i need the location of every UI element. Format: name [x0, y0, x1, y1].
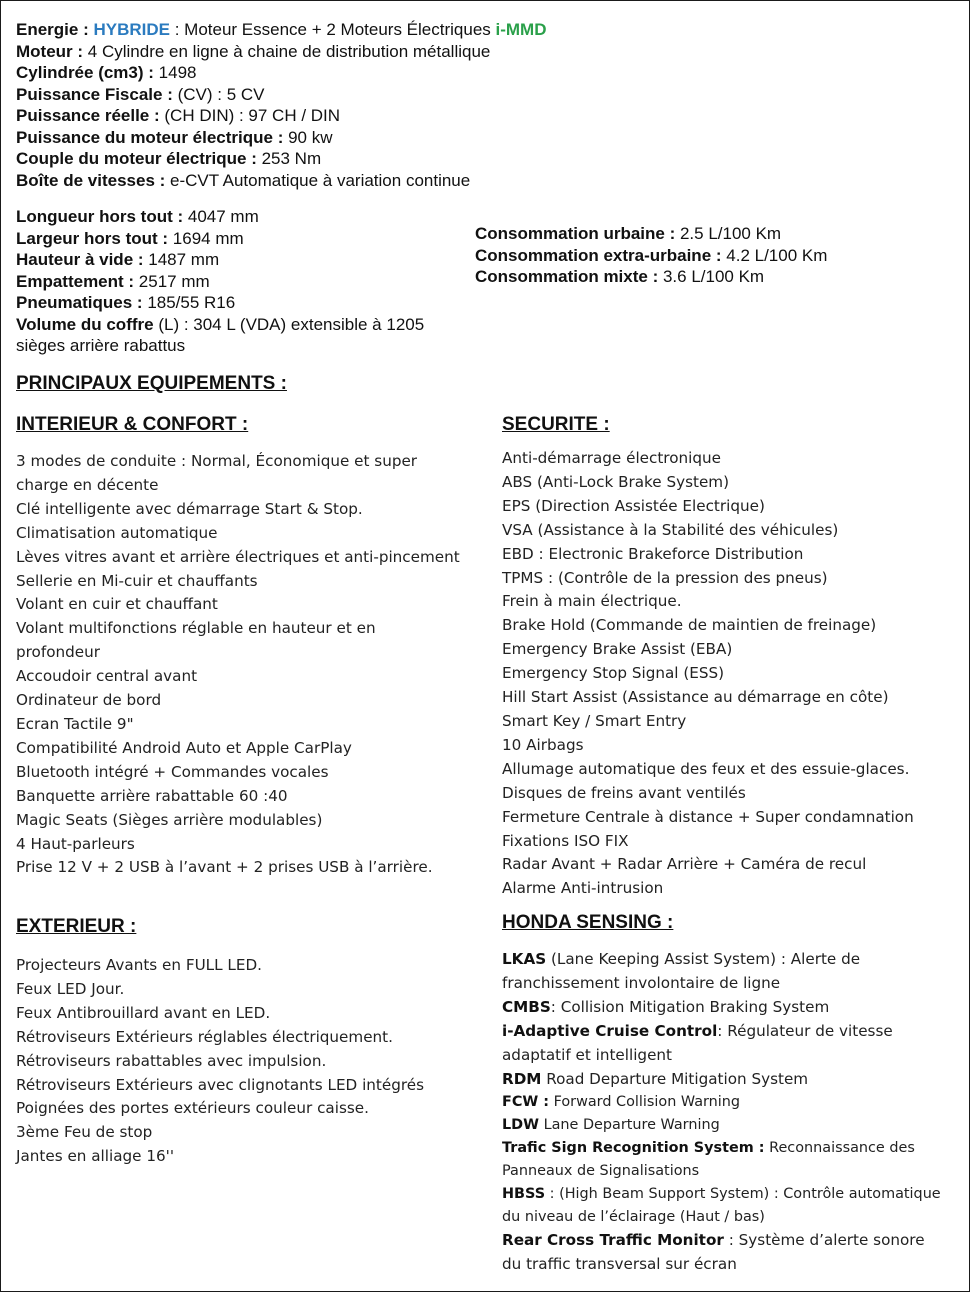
honda-sensing-item [502, 1229, 942, 1277]
securite-item: Radar Avant + Radar Arrière + Caméra de recul [502, 855, 867, 874]
spec-label: Hauteur à vide [16, 250, 134, 269]
securite-item: Smart Key / Smart Entry [502, 711, 687, 730]
hybrid-system-badge: i-MMD [495, 20, 547, 39]
spec-label: Empattement [16, 271, 124, 291]
exterieur-item: 3ème Feu de stop [16, 1123, 153, 1142]
interieur-item: Bluetooth intégré + Commandes vocales [16, 762, 329, 781]
spec-label: Puissance du moteur électrique [16, 127, 273, 147]
consumption-specs [475, 223, 827, 288]
spec-separator: : [149, 106, 165, 125]
spec-separator: : [162, 84, 178, 104]
spec-row [16, 314, 446, 357]
spec-value: : Moteur Essence + 2 Moteurs Électriques [169, 20, 496, 39]
interieur-item: 3 modes de conduite : Normal, Économique et super charge en décente [16, 452, 418, 494]
honda-sensing-item [502, 1020, 942, 1068]
spec-label: Consommation extra-urbaine [475, 245, 712, 265]
interieur-item: Ecran Tactile 9" [16, 714, 134, 733]
heading-honda-sensing: HONDA SENSING : [502, 912, 674, 933]
exterieur-item: Projecteurs Avants en FULL LED. [16, 956, 263, 974]
spec-value: 4 Cylindre en ligne à chaine de distribution métallique [87, 41, 491, 61]
spec-separator: : [664, 224, 680, 243]
securite-list [502, 447, 952, 901]
spec-value: 90 kw [288, 127, 333, 147]
heading-interieur-confort: INTERIEUR & CONFORT : [16, 414, 249, 435]
spec-row [16, 127, 546, 149]
honda-sensing-item [502, 1114, 942, 1137]
spec-value: 2.5 L/100 Km [679, 224, 782, 243]
spec-label: Volume du coffre [16, 314, 154, 334]
spec-separator: : [246, 149, 262, 168]
honda-sensing-item [502, 948, 942, 996]
spec-value: 253 Nm [261, 149, 322, 168]
spec-label: Puissance Fiscale [16, 84, 163, 104]
spec-separator: : [272, 127, 289, 147]
spec-label: Puissance réelle [16, 106, 150, 125]
sensing-feature-name: RDM [502, 1069, 542, 1088]
spec-row [16, 148, 546, 170]
spec-label: Consommation mixte [475, 267, 648, 286]
interieur-item: Ordinateur de bord [16, 691, 162, 710]
spec-label: Cylindrée (cm3) [16, 63, 144, 82]
interieur-item: Compatibilité Android Auto et Apple CarPlay [16, 738, 352, 757]
honda-sensing-item [502, 1068, 942, 1092]
sensing-feature-description: : Système d’alerte sonore du traffic transversal sur écran [502, 1231, 925, 1274]
exterieur-item: Rétroviseurs Extérieurs réglables électriquement. [16, 1027, 393, 1046]
securite-item: Alarme Anti-intrusion [502, 879, 664, 898]
exterieur-item: Rétroviseurs rabattables avec impulsion. [16, 1051, 327, 1070]
spec-separator: : [157, 228, 173, 248]
securite-item: TPMS : (Contrôle de la pression des pneus) [502, 568, 828, 587]
spec-value: 1498 [158, 63, 197, 82]
spec-label: Pneumatiques [16, 293, 133, 312]
interieur-item: Climatisation automatique [16, 523, 218, 542]
interieur-item: Lèves vitres avant et arrière électriques et anti-pincement [16, 547, 460, 566]
securite-item: Emergency Stop Signal (ESS) [502, 664, 725, 683]
spec-separator: : [647, 267, 663, 286]
spec-separator: : [123, 271, 139, 291]
honda-sensing-item [502, 1137, 942, 1183]
exterieur-item: Poignées des portes extérieurs couleur caisse. [16, 1099, 369, 1118]
spec-label: Longueur hors tout [16, 207, 173, 226]
dimension-specs [16, 206, 446, 357]
sensing-feature-description: Lane Departure Warning [539, 1117, 720, 1134]
spec-row [475, 223, 827, 245]
spec-value: 2517 mm [138, 271, 210, 291]
sensing-feature-description: (Lane Keeping Assist System) : Alerte de franchissement involontaire de ligne [502, 950, 861, 992]
sensing-feature-name: LDW [502, 1117, 539, 1134]
exterieur-item: Jantes en alliage 16'' [16, 1147, 175, 1166]
securite-item: Hill Start Assist (Assistance au démarrage en côte) [502, 688, 889, 707]
spec-row [16, 62, 546, 84]
interieur-item: Magic Seats (Sièges arrière modulables) [16, 810, 323, 829]
spec-row [16, 41, 546, 63]
spec-row [475, 266, 827, 288]
securite-item: Disques de freins avant ventilés [502, 783, 746, 802]
interieur-item: Clé intelligente avec démarrage Start & Stop. [16, 499, 363, 518]
spec-value: (CH DIN) : 97 CH / DIN [164, 106, 341, 125]
sensing-feature-name: CMBS [502, 997, 551, 1016]
spec-row [16, 170, 546, 192]
securite-item: VSA (Assistance à la Stabilité des véhicules) [502, 520, 839, 539]
spec-row [16, 206, 446, 228]
spec-separator: : [711, 245, 727, 265]
exterieur-item: Feux LED Jour. [16, 979, 125, 998]
spec-row [16, 292, 446, 314]
heading-principaux-equipements: PRINCIPAUX EQUIPEMENTS : [16, 373, 287, 394]
sensing-feature-description: : Collision Mitigation Braking System [550, 997, 830, 1016]
spec-row [16, 19, 546, 41]
sensing-feature-name: FCW : [502, 1094, 550, 1111]
exterieur-item: Feux Antibrouillard avant en LED. [16, 1003, 271, 1022]
securite-item: Fixations ISO FIX [502, 831, 629, 850]
interieur-list [16, 450, 461, 880]
exterieur-item: Rétroviseurs Extérieurs avec clignotants LED intégrés [16, 1075, 425, 1094]
interieur-item: 4 Haut-parleurs [16, 834, 135, 853]
spec-value: (CV) : 5 CV [177, 84, 265, 104]
interieur-item: Volant multifonctions réglable en hauteur et en profondeur [16, 619, 376, 662]
spec-value: 4047 mm [187, 207, 259, 226]
interieur-item: Prise 12 V + 2 USB à l’avant + 2 prises USB à l’arrière. [16, 858, 433, 877]
spec-value: 1487 mm [148, 250, 220, 269]
spec-label: Energie [16, 20, 79, 39]
exterieur-list [16, 954, 461, 1169]
interieur-item: Sellerie en Mi-cuir et chauffants [16, 571, 258, 590]
sensing-feature-description: Road Departure Mitigation System [541, 1069, 809, 1088]
sensing-feature-description: : Régulateur de vitesse adaptatif et intelligent [502, 1021, 893, 1064]
securite-item: ABS (Anti-Lock Brake System) [502, 472, 730, 491]
spec-label: Largeur hors tout [16, 228, 158, 248]
sensing-feature-name: i-Adaptive Cruise Control [502, 1021, 718, 1040]
spec-separator: : [78, 20, 94, 39]
spec-label: Couple du moteur électrique [16, 149, 247, 168]
spec-value: 3.6 L/100 Km [662, 267, 765, 286]
interieur-item: Banquette arrière rabattable 60 :40 [16, 786, 288, 805]
sensing-feature-description: : (High Beam Support System) : Contrôle automatique du niveau de l’éclairage (Haut / bas) [502, 1186, 941, 1226]
securite-item: Brake Hold (Commande de maintien de freinage) [502, 616, 877, 635]
spec-row [16, 105, 546, 127]
spec-row [16, 228, 446, 250]
spec-row [16, 271, 446, 293]
spec-label: Consommation urbaine [475, 224, 665, 243]
sensing-feature-description: Reconnaissance des Panneaux de Signalisations [502, 1140, 915, 1180]
spec-value: e-CVT Automatique à variation continue [170, 170, 471, 190]
heading-exterieur: EXTERIEUR : [16, 916, 137, 937]
securite-item: EBD : Electronic Brakeforce Distribution [502, 544, 804, 563]
sensing-feature-name: Trafic Sign Recognition System : [502, 1140, 765, 1157]
securite-item: Anti-démarrage électronique [502, 449, 721, 467]
securite-item: 10 Airbags [502, 735, 584, 754]
securite-item: EPS (Direction Assistée Electrique) [502, 496, 765, 515]
spec-row [16, 84, 546, 106]
spec-label: Moteur [16, 41, 73, 61]
sensing-feature-name: LKAS [502, 950, 547, 968]
securite-item: Allumage automatique des feux et des essuie-glaces. [502, 759, 910, 778]
spec-separator: : [154, 170, 171, 190]
spec-value: 4.2 L/100 Km [726, 245, 828, 265]
spec-value: (L) : 304 L (VDA) extensible à 1205 sièges arrière rabattus [16, 314, 425, 355]
spec-label: Boîte de vitesses [16, 170, 155, 190]
sensing-feature-name: Rear Cross Traffic Monitor [502, 1231, 724, 1250]
securite-item: Frein à main électrique. [502, 592, 682, 611]
sensing-feature-name: HBSS [502, 1186, 546, 1203]
spec-value: 1694 mm [172, 228, 244, 248]
honda-sensing-list [502, 948, 942, 1277]
interieur-item: Volant en cuir et chauffant [16, 595, 218, 614]
spec-separator: : [133, 250, 149, 269]
heading-securite: SECURITE : [502, 414, 610, 435]
interieur-item: Accoudoir central avant [16, 667, 198, 686]
spec-separator: : [132, 293, 148, 312]
engine-specs [16, 19, 546, 191]
spec-value: 185/55 R16 [147, 293, 236, 312]
securite-item: Fermeture Centrale à distance + Super condamnation [502, 807, 914, 826]
honda-sensing-item [502, 996, 942, 1020]
spec-row [475, 245, 827, 267]
honda-sensing-item [502, 1091, 942, 1114]
energy-type-badge: HYBRIDE [93, 20, 170, 39]
spec-separator: : [143, 63, 159, 82]
spec-row [16, 249, 446, 271]
securite-item: Emergency Brake Assist (EBA) [502, 640, 733, 659]
sensing-feature-description: Forward Collision Warning [549, 1094, 741, 1111]
spec-separator: : [72, 41, 88, 61]
spec-separator: : [172, 207, 188, 226]
honda-sensing-item [502, 1183, 942, 1229]
